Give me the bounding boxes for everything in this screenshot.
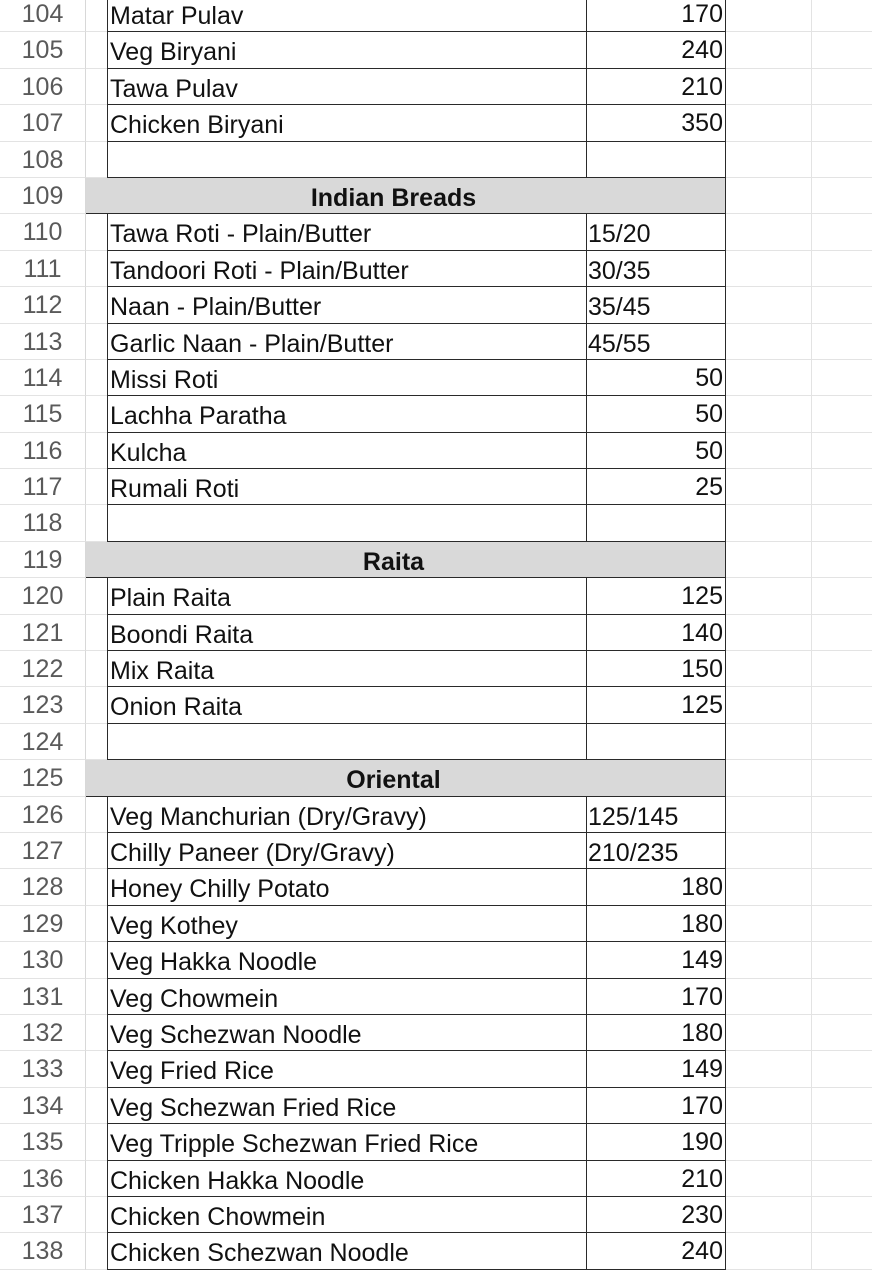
section-header-cell[interactable]: Oriental <box>86 760 726 796</box>
sheet-row <box>0 433 872 469</box>
empty-cell[interactable] <box>86 505 107 541</box>
empty-cell[interactable] <box>726 760 872 796</box>
empty-cell[interactable] <box>726 687 872 723</box>
empty-cell[interactable] <box>86 0 107 32</box>
sheet-row <box>0 724 872 760</box>
empty-cell[interactable] <box>726 142 872 178</box>
price-cell[interactable]: 230 <box>586 1197 726 1233</box>
section-header-cell[interactable]: Raita <box>86 542 726 578</box>
sheet-row <box>0 760 872 796</box>
empty-cell[interactable] <box>86 797 107 833</box>
row-number[interactable]: 112 <box>0 287 86 323</box>
item-name-cell[interactable]: Mix Raita <box>107 651 586 687</box>
empty-cell[interactable] <box>726 324 872 360</box>
empty-cell[interactable] <box>86 615 107 651</box>
row-number[interactable]: 122 <box>0 651 86 687</box>
item-name-cell[interactable]: Veg Kothey <box>107 906 586 942</box>
empty-cell[interactable] <box>726 1051 872 1087</box>
empty-cell[interactable] <box>86 1088 107 1124</box>
empty-cell[interactable] <box>726 105 872 141</box>
item-name-cell[interactable]: Veg Schezwan Noodle <box>107 1015 586 1051</box>
row-number[interactable]: 105 <box>0 32 86 68</box>
empty-cell[interactable] <box>86 1197 107 1233</box>
item-name-cell[interactable]: Tawa Pulav <box>107 69 586 105</box>
row-number[interactable]: 125 <box>0 760 86 796</box>
row-number[interactable]: 114 <box>0 360 86 396</box>
empty-cell[interactable] <box>726 578 872 614</box>
item-name-cell[interactable]: Veg Biryani <box>107 32 586 68</box>
sheet-row <box>0 833 872 869</box>
price-cell[interactable]: 50 <box>586 433 726 469</box>
empty-cell[interactable] <box>726 797 872 833</box>
row-number[interactable]: 120 <box>0 578 86 614</box>
item-name-cell[interactable]: Veg Schezwan Fried Rice <box>107 1088 586 1124</box>
empty-cell[interactable] <box>726 0 872 32</box>
empty-cell[interactable] <box>726 906 872 942</box>
price-cell[interactable]: 45/55 <box>586 324 726 360</box>
empty-cell[interactable] <box>86 69 107 105</box>
item-name-cell[interactable]: Veg Chowmein <box>107 979 586 1015</box>
empty-cell[interactable] <box>726 833 872 869</box>
sheet-row <box>0 1088 872 1124</box>
row-number[interactable]: 118 <box>0 505 86 541</box>
empty-cell[interactable] <box>86 1161 107 1197</box>
empty-cell[interactable] <box>726 178 872 214</box>
sheet-row <box>0 287 872 323</box>
price-cell[interactable]: 180 <box>586 869 726 905</box>
row-number[interactable]: 124 <box>0 724 86 760</box>
price-cell[interactable]: 170 <box>586 1088 726 1124</box>
empty-cell[interactable] <box>86 979 107 1015</box>
sheet-row <box>0 142 872 178</box>
row-number[interactable]: 121 <box>0 615 86 651</box>
empty-cell[interactable] <box>86 833 107 869</box>
item-name-cell[interactable]: Plain Raita <box>107 578 586 614</box>
row-number[interactable]: 119 <box>0 542 86 578</box>
price-cell[interactable]: 210/235 <box>586 833 726 869</box>
item-name-cell[interactable]: Chicken Hakka Noodle <box>107 1161 586 1197</box>
price-cell[interactable]: 150 <box>586 651 726 687</box>
sheet-row <box>0 1197 872 1233</box>
price-cell[interactable]: 30/35 <box>586 251 726 287</box>
item-name-cell[interactable]: Veg Fried Rice <box>107 1051 586 1087</box>
item-name-cell[interactable]: Tandoori Roti - Plain/Butter <box>107 251 586 287</box>
sheet-row <box>0 214 872 250</box>
item-name-cell[interactable]: Veg Tripple Schezwan Fried Rice <box>107 1124 586 1160</box>
row-number[interactable]: 106 <box>0 69 86 105</box>
item-name-cell[interactable]: Tawa Roti - Plain/Butter <box>107 214 586 250</box>
item-name-cell[interactable]: Veg Hakka Noodle <box>107 942 586 978</box>
price-cell[interactable]: 125/145 <box>586 797 726 833</box>
row-number[interactable]: 104 <box>0 0 86 32</box>
empty-cell[interactable] <box>726 214 872 250</box>
row-number[interactable]: 136 <box>0 1161 86 1197</box>
empty-cell[interactable] <box>726 1088 872 1124</box>
sheet-row <box>0 324 872 360</box>
price-cell[interactable]: 25 <box>586 469 726 505</box>
row-number[interactable]: 111 <box>0 251 86 287</box>
empty-cell[interactable] <box>726 724 872 760</box>
sheet-row <box>0 505 872 541</box>
empty-cell[interactable] <box>726 360 872 396</box>
sheet-row <box>0 0 872 32</box>
item-name-cell[interactable]: Chicken Biryani <box>107 105 586 141</box>
sheet-row <box>0 942 872 978</box>
row-number[interactable]: 137 <box>0 1197 86 1233</box>
row-number[interactable]: 129 <box>0 906 86 942</box>
sheet-row <box>0 687 872 723</box>
item-name-cell[interactable]: Onion Raita <box>107 687 586 723</box>
price-cell[interactable] <box>586 724 726 760</box>
price-cell[interactable]: 125 <box>586 687 726 723</box>
item-name-cell[interactable]: Honey Chilly Potato <box>107 869 586 905</box>
empty-cell[interactable] <box>86 1233 107 1269</box>
empty-cell[interactable] <box>726 396 872 432</box>
empty-cell[interactable] <box>726 1015 872 1051</box>
row-number[interactable]: 130 <box>0 942 86 978</box>
empty-cell[interactable] <box>86 869 107 905</box>
empty-cell[interactable] <box>86 142 107 178</box>
empty-cell[interactable] <box>86 324 107 360</box>
sheet-row <box>0 979 872 1015</box>
item-name-cell[interactable]: Chicken Chowmein <box>107 1197 586 1233</box>
item-name-cell[interactable]: Chilly Paneer (Dry/Gravy) <box>107 833 586 869</box>
row-number[interactable]: 110 <box>0 214 86 250</box>
row-number[interactable]: 107 <box>0 105 86 141</box>
item-name-cell[interactable]: Garlic Naan - Plain/Butter <box>107 324 586 360</box>
empty-cell[interactable] <box>726 542 872 578</box>
item-name-cell[interactable]: Rumali Roti <box>107 469 586 505</box>
row-number[interactable]: 133 <box>0 1051 86 1087</box>
sheet-row <box>0 469 872 505</box>
item-name-cell[interactable] <box>107 142 586 178</box>
empty-cell[interactable] <box>726 69 872 105</box>
empty-cell[interactable] <box>726 505 872 541</box>
item-name-cell[interactable]: Matar Pulav <box>107 0 586 32</box>
item-name-cell[interactable]: Boondi Raita <box>107 615 586 651</box>
empty-cell[interactable] <box>726 942 872 978</box>
section-header-cell[interactable]: Indian Breads <box>86 178 726 214</box>
price-cell[interactable] <box>586 505 726 541</box>
price-cell[interactable]: 15/20 <box>586 214 726 250</box>
row-number[interactable]: 115 <box>0 396 86 432</box>
row-number[interactable]: 128 <box>0 869 86 905</box>
empty-cell[interactable] <box>726 615 872 651</box>
price-cell[interactable]: 190 <box>586 1124 726 1160</box>
price-cell[interactable]: 149 <box>586 942 726 978</box>
empty-cell[interactable] <box>726 32 872 68</box>
empty-cell[interactable] <box>86 942 107 978</box>
empty-cell[interactable] <box>726 433 872 469</box>
empty-cell[interactable] <box>726 1124 872 1160</box>
sheet-row <box>0 1051 872 1087</box>
empty-cell[interactable] <box>86 433 107 469</box>
empty-cell[interactable] <box>726 469 872 505</box>
row-number[interactable]: 126 <box>0 797 86 833</box>
item-name-cell[interactable]: Naan - Plain/Butter <box>107 287 586 323</box>
sheet-row <box>0 1233 872 1269</box>
row-number[interactable]: 138 <box>0 1233 86 1269</box>
empty-cell[interactable] <box>726 1233 872 1269</box>
empty-cell[interactable] <box>86 1051 107 1087</box>
price-cell[interactable]: 140 <box>586 615 726 651</box>
row-number[interactable]: 131 <box>0 979 86 1015</box>
sheet-row <box>0 542 872 578</box>
sheet-row <box>0 360 872 396</box>
price-cell[interactable]: 210 <box>586 1161 726 1197</box>
empty-cell[interactable] <box>86 251 107 287</box>
item-name-cell[interactable] <box>107 505 586 541</box>
sheet-row <box>0 251 872 287</box>
sheet-row <box>0 1124 872 1160</box>
price-cell[interactable]: 50 <box>586 396 726 432</box>
sheet-row <box>0 869 872 905</box>
row-number[interactable]: 134 <box>0 1088 86 1124</box>
price-cell[interactable]: 180 <box>586 906 726 942</box>
price-cell[interactable]: 50 <box>586 360 726 396</box>
row-number[interactable]: 108 <box>0 142 86 178</box>
item-name-cell[interactable]: Chicken Schezwan Noodle <box>107 1233 586 1269</box>
empty-cell[interactable] <box>726 251 872 287</box>
sheet-row <box>0 615 872 651</box>
row-number[interactable]: 127 <box>0 833 86 869</box>
empty-cell[interactable] <box>726 869 872 905</box>
empty-cell[interactable] <box>86 32 107 68</box>
sheet-row <box>0 396 872 432</box>
empty-cell[interactable] <box>86 1015 107 1051</box>
empty-cell[interactable] <box>86 105 107 141</box>
item-name-cell[interactable] <box>107 724 586 760</box>
price-cell[interactable]: 149 <box>586 1051 726 1087</box>
row-number[interactable]: 117 <box>0 469 86 505</box>
sheet-row <box>0 797 872 833</box>
empty-cell[interactable] <box>86 287 107 323</box>
sheet-row <box>0 1015 872 1051</box>
empty-cell[interactable] <box>86 1124 107 1160</box>
empty-cell[interactable] <box>86 396 107 432</box>
empty-cell[interactable] <box>86 578 107 614</box>
empty-cell[interactable] <box>86 469 107 505</box>
price-cell[interactable]: 35/45 <box>586 287 726 323</box>
price-cell[interactable]: 125 <box>586 578 726 614</box>
empty-cell[interactable] <box>86 687 107 723</box>
row-number[interactable]: 123 <box>0 687 86 723</box>
row-number[interactable]: 132 <box>0 1015 86 1051</box>
row-number[interactable]: 135 <box>0 1124 86 1160</box>
price-cell[interactable]: 240 <box>586 32 726 68</box>
empty-cell[interactable] <box>726 1161 872 1197</box>
empty-cell[interactable] <box>726 287 872 323</box>
price-cell[interactable]: 180 <box>586 1015 726 1051</box>
empty-cell[interactable] <box>86 651 107 687</box>
item-name-cell[interactable]: Veg Manchurian (Dry/Gravy) <box>107 797 586 833</box>
empty-cell[interactable] <box>86 906 107 942</box>
sheet-row <box>0 178 872 214</box>
price-cell[interactable] <box>586 142 726 178</box>
empty-cell[interactable] <box>726 651 872 687</box>
item-name-cell[interactable]: Missi Roti <box>107 360 586 396</box>
price-cell[interactable]: 350 <box>586 105 726 141</box>
sheet-row <box>0 105 872 141</box>
price-cell[interactable]: 210 <box>586 69 726 105</box>
sheet-row <box>0 69 872 105</box>
empty-cell[interactable] <box>86 724 107 760</box>
price-cell[interactable]: 170 <box>586 0 726 32</box>
item-name-cell[interactable]: Lachha Paratha <box>107 396 586 432</box>
price-cell[interactable]: 170 <box>586 979 726 1015</box>
empty-cell[interactable] <box>726 1197 872 1233</box>
empty-cell[interactable] <box>86 214 107 250</box>
item-name-cell[interactable]: Kulcha <box>107 433 586 469</box>
sheet-row <box>0 578 872 614</box>
sheet-row <box>0 1161 872 1197</box>
empty-cell[interactable] <box>86 360 107 396</box>
sheet-row <box>0 32 872 68</box>
sheet-row <box>0 651 872 687</box>
row-number[interactable]: 109 <box>0 178 86 214</box>
price-cell[interactable]: 240 <box>586 1233 726 1269</box>
empty-cell[interactable] <box>726 979 872 1015</box>
row-number[interactable]: 113 <box>0 324 86 360</box>
sheet-row <box>0 906 872 942</box>
row-number[interactable]: 116 <box>0 433 86 469</box>
